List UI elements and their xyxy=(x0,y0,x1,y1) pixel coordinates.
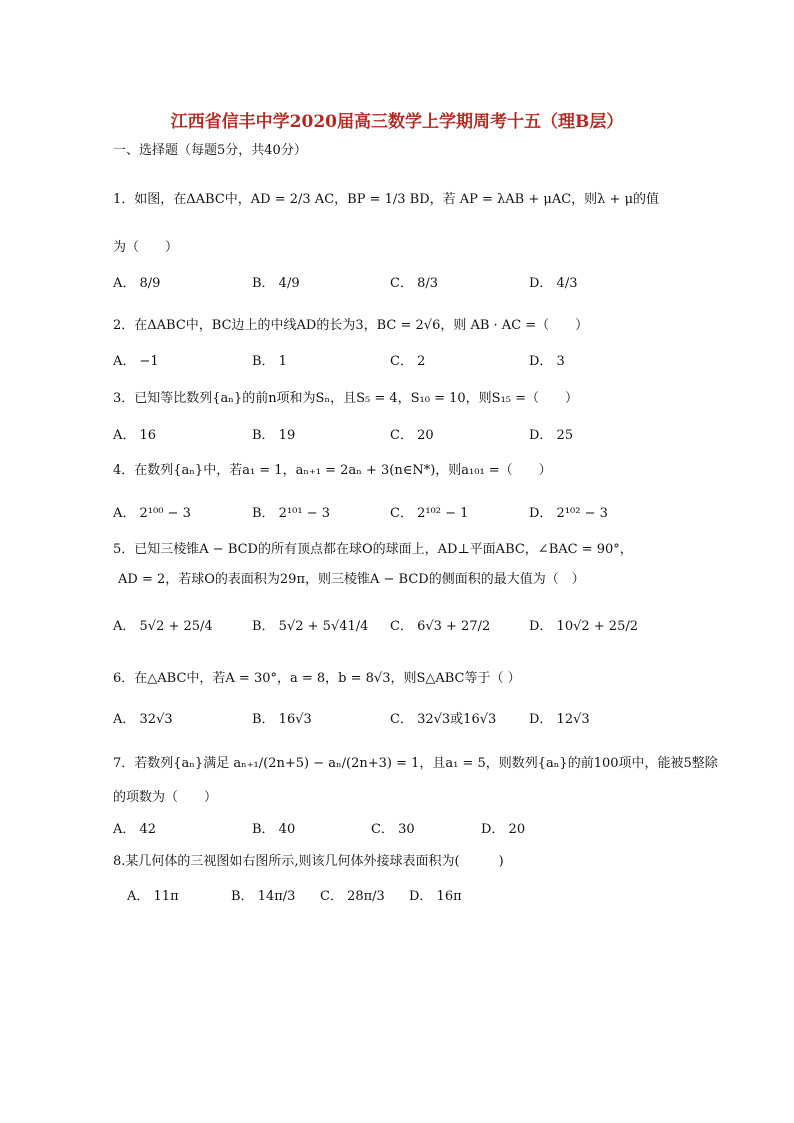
question-5-text-cont: AD = 2，若球O的表面积为29π，则三棱锥A − BCD的侧面积的最大值为（ ） xyxy=(118,572,585,587)
q8-option-c: C． 28π/3 xyxy=(320,889,385,904)
question-4-text: 4．在数列{aₙ}中，若a₁ = 1，aₙ₊₁ = 2aₙ + 3(n∈N*)，则a₁₀₁ =（ ） xyxy=(113,463,552,478)
question-7-text-cont: 的项数为（ ） xyxy=(113,790,218,805)
q2-option-c: C． 2 xyxy=(390,354,426,369)
q5-option-c: C． 6√3 + 27/2 xyxy=(390,619,491,634)
question-7-text: 7．若数列{aₙ}满足 aₙ₊₁/(2n+5) − aₙ/(2n+3) = 1，且a₁ = 5，则数列{aₙ}的前100项中，能被5整除 xyxy=(113,756,718,771)
q6-option-d: D． 12√3 xyxy=(529,712,590,727)
q2-option-a: A． −1 xyxy=(113,354,159,369)
q6-option-b: B． 16√3 xyxy=(252,712,312,727)
q3-option-d: D． 25 xyxy=(529,428,574,443)
q3-option-b: B． 19 xyxy=(252,428,296,443)
q4-option-d: D． 2¹⁰² − 3 xyxy=(529,506,608,521)
q4-option-c: C． 2¹⁰² − 1 xyxy=(390,506,469,521)
q5-option-b: B． 5√2 + 5√41/4 xyxy=(252,619,369,634)
q7-option-c: C． 30 xyxy=(371,822,415,837)
q1-option-c: C． 8/3 xyxy=(390,276,439,291)
section-heading: 一、选择题（每题5分，共40分） xyxy=(113,143,307,158)
q8-option-a: A． 11π xyxy=(127,889,179,904)
q1-option-a: A． 8/9 xyxy=(113,276,161,291)
question-5-text: 5．已知三棱锥A − BCD的所有顶点都在球O的球面上，AD⊥平面ABC，∠BAC = 90°， xyxy=(113,542,633,557)
q5-option-a: A． 5√2 + 25/4 xyxy=(113,619,213,634)
q3-option-a: A． 16 xyxy=(113,428,157,443)
page-title: 江西省信丰中学2020届高三数学上学期周考十五（理B层） xyxy=(170,112,624,132)
q5-option-d: D． 10√2 + 25/2 xyxy=(529,619,639,634)
q6-option-a: A． 32√3 xyxy=(113,712,173,727)
q8-option-d: D． 16π xyxy=(409,889,462,904)
q7-option-b: B． 40 xyxy=(252,822,296,837)
q6-option-c: C． 32√3或16√3 xyxy=(390,712,497,727)
q1-option-b: B． 4/9 xyxy=(252,276,300,291)
question-8-text: 8.某几何体的三视图如右图所示,则该几何体外接球表面积为( ) xyxy=(113,854,504,869)
q4-option-b: B． 2¹⁰¹ − 3 xyxy=(252,506,331,521)
q7-option-d: D． 20 xyxy=(481,822,526,837)
q2-option-b: B． 1 xyxy=(252,354,287,369)
q3-option-c: C． 20 xyxy=(390,428,434,443)
q4-option-a: A． 2¹⁰⁰ − 3 xyxy=(113,506,191,521)
q8-option-b: B． 14π/3 xyxy=(231,889,296,904)
question-2-text: 2．在ΔABC中，BC边上的中线AD的长为3，BC = 2√6，则 AB · AC =（ ） xyxy=(113,318,589,333)
question-3-text: 3．已知等比数列{aₙ}的前n项和为Sₙ，且S₅ = 4，S₁₀ = 10，则S₁₅ =（ ） xyxy=(113,391,579,406)
question-1-text-cont: 为（ ） xyxy=(113,240,179,255)
question-6-text: 6．在△ABC中，若A = 30°，a = 8，b = 8√3，则S△ABC等于（ ） xyxy=(113,671,521,686)
question-1-text: 1．如图，在ΔABC中，AD = 2/3 AC，BP = 1/3 BD，若 AP = λAB + μAC，则λ + μ的值 xyxy=(113,192,660,207)
q2-option-d: D． 3 xyxy=(529,354,565,369)
q7-option-a: A． 42 xyxy=(113,822,157,837)
q1-option-d: D． 4/3 xyxy=(529,276,578,291)
